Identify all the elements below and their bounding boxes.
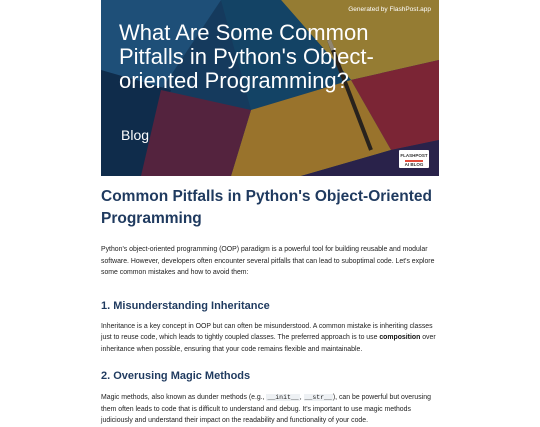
hero-subtitle: Blog <box>121 127 150 143</box>
emphasis-composition: composition <box>379 334 421 341</box>
code-init: __init__ <box>267 394 299 401</box>
text-run: Magic methods, also known as dunder methods (e.g., <box>101 394 267 401</box>
code-str: __str__ <box>304 394 332 401</box>
logo-text: FLASHPOST <box>400 153 428 158</box>
section-paragraph-magic-methods <box>101 392 441 427</box>
text-run: over inheritance when possible, ensuring that your code remains flexible and maintainable. <box>101 334 436 353</box>
article-body <box>101 186 441 427</box>
hero-banner <box>101 0 439 176</box>
generated-by-label: Generated by FlashPost.app <box>348 6 431 13</box>
text-run: ), can be powerful but overusing them often leads to code that is difficult to understand and debug. It's important to use magic methods judiciously and understand their impact on the readability and functionality of your code. <box>101 394 431 424</box>
flashpost-logo <box>399 150 429 168</box>
text-run: Inheritance is a key concept in OOP but can often be misunderstood. A common mistake is inheriting classes just to reuse code, which leads to tightly coupled classes. The preferred approach is to use <box>101 322 433 341</box>
article-title: Common Pitfalls in Python's Object-Oriented Programming <box>101 188 432 227</box>
section-heading-magic-methods: 2. Overusing Magic Methods <box>101 370 251 382</box>
section-heading-inheritance: 1. Misunderstanding Inheritance <box>101 299 270 312</box>
intro-paragraph: Python's object-oriented programming (OOP) paradigm is a powerful tool for building reusable and modular software. However, developers often encounter several pitfalls that can lead to suboptimal code. Let's explore some common mistakes and how to avoid them: <box>101 246 435 276</box>
hero-title: What Are Some Common Pitfalls in Python's Object-oriented Programming? <box>119 20 374 93</box>
logo-subtext: AI BLOG <box>404 162 424 167</box>
text-run: , <box>299 394 304 401</box>
section-paragraph-inheritance <box>101 321 441 356</box>
